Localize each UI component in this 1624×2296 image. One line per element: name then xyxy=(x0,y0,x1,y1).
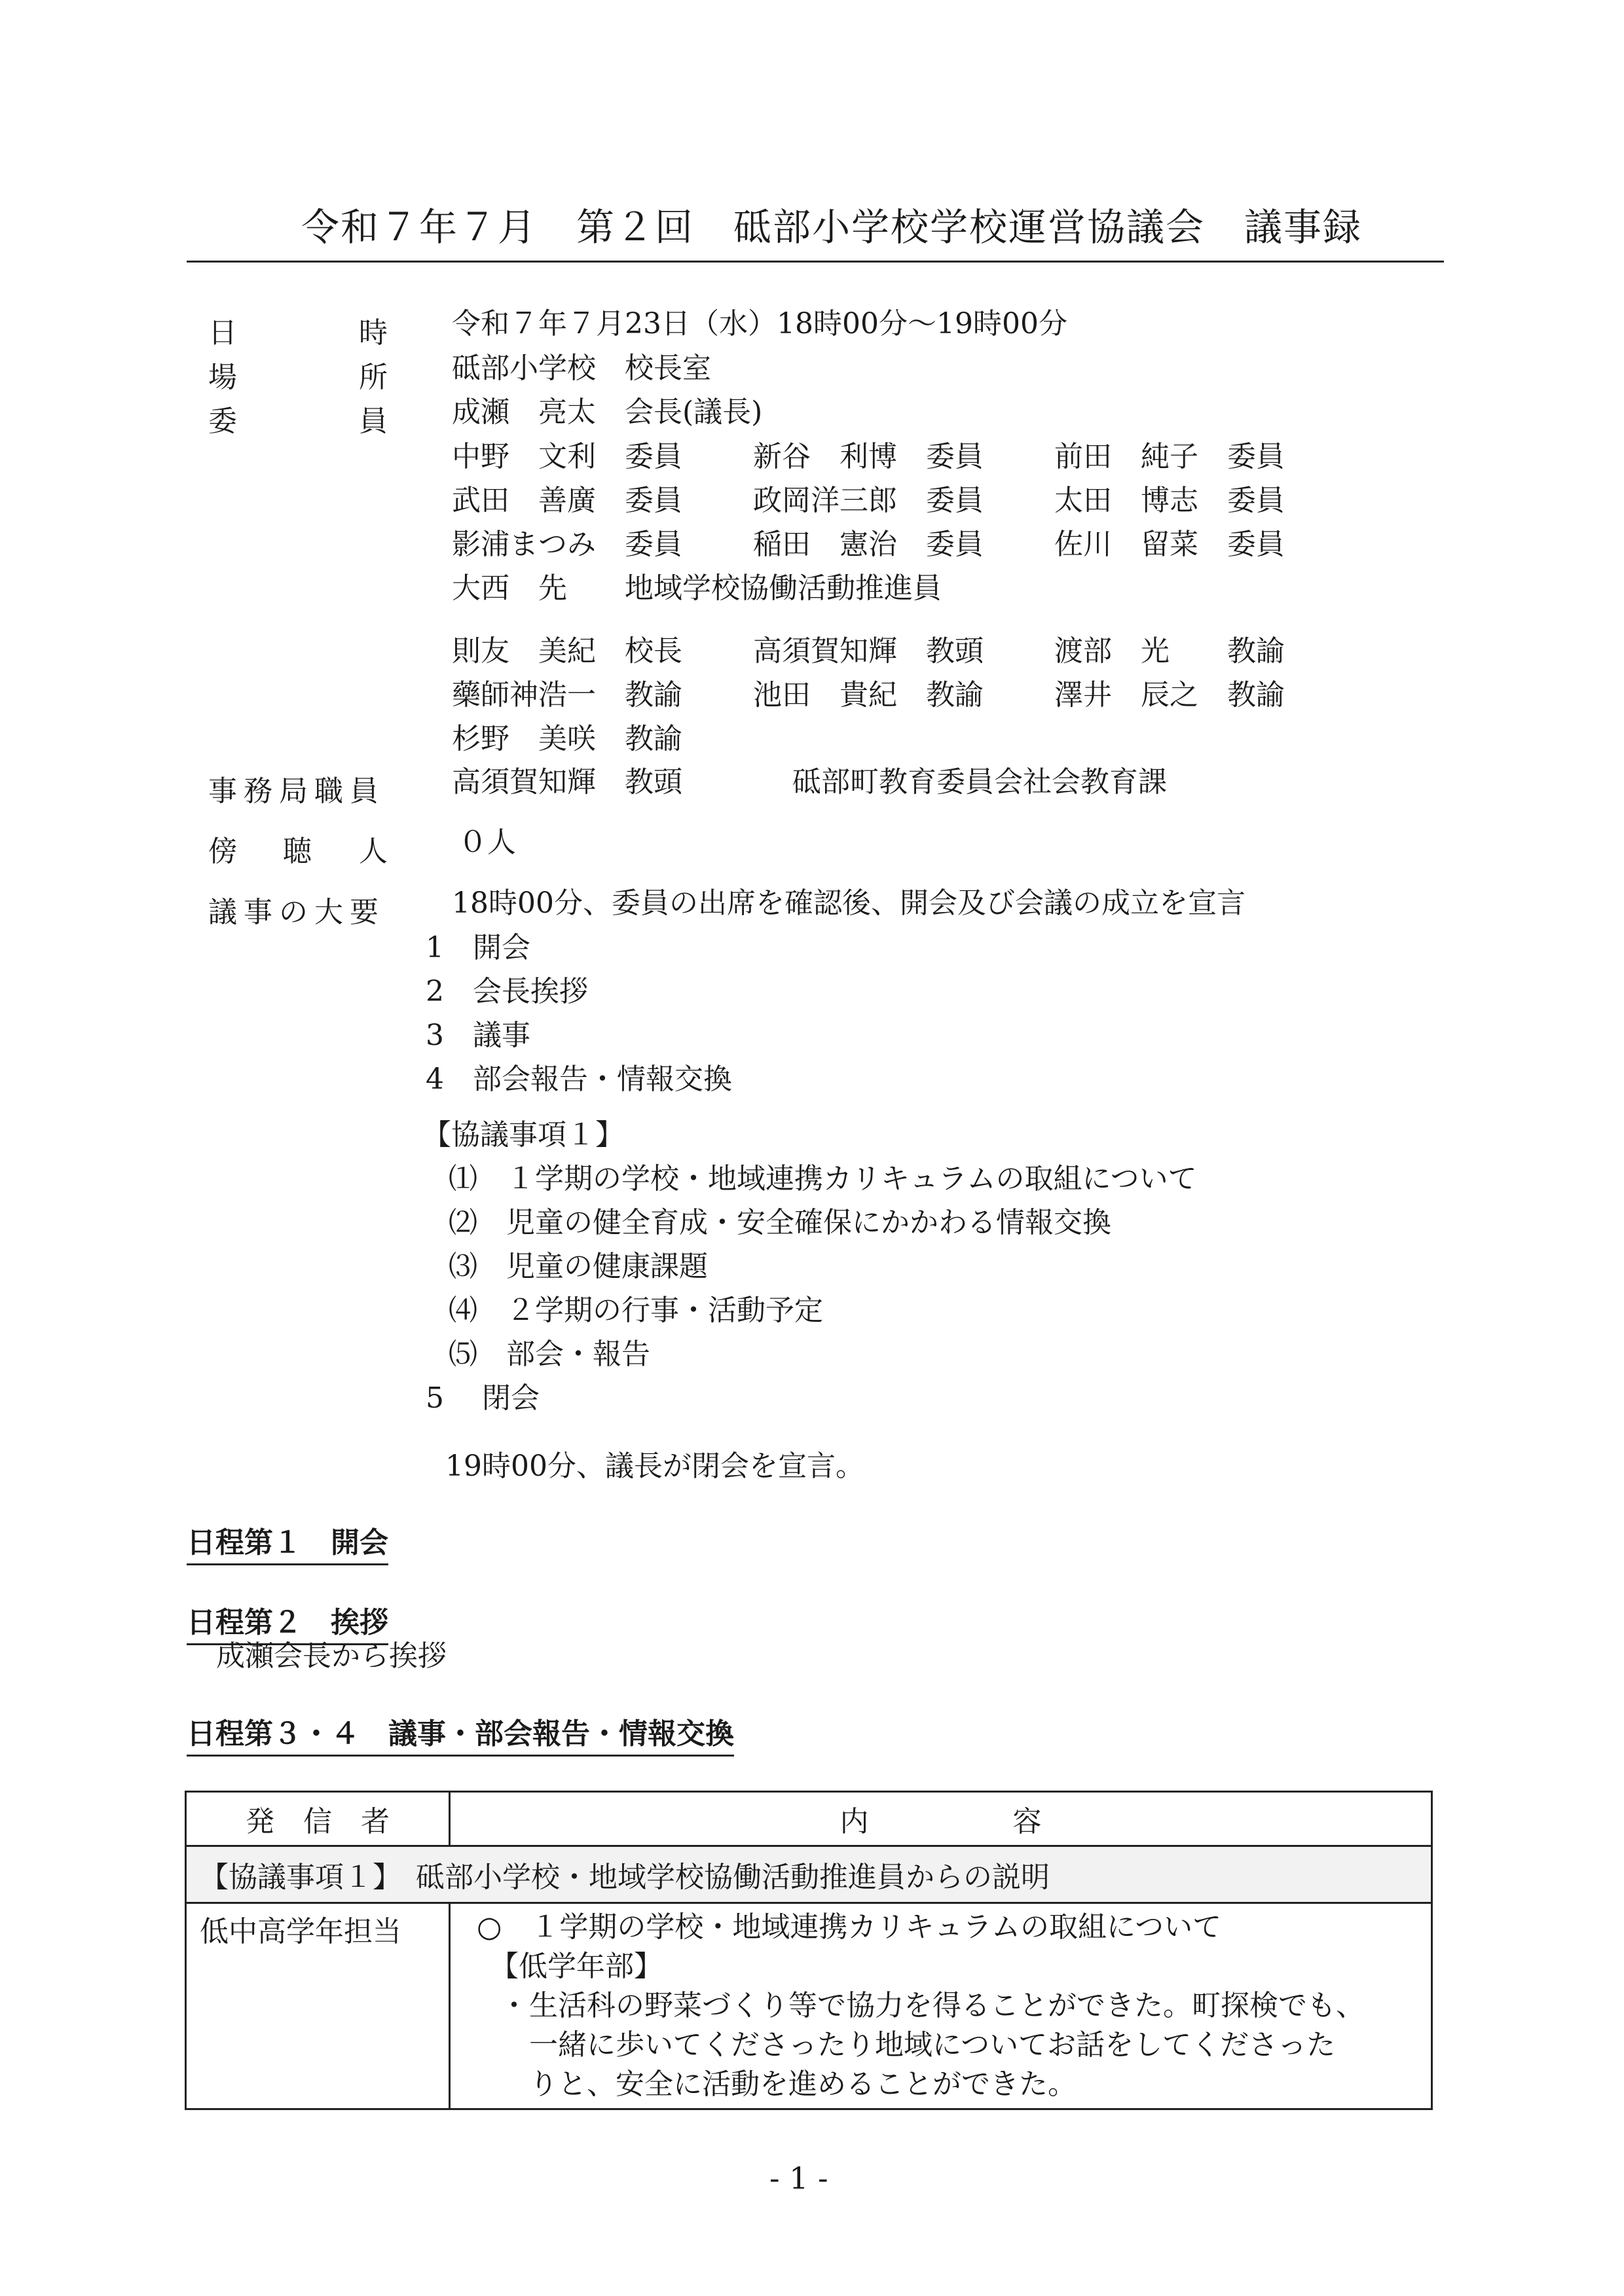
bullet-line: りと、安全に活動を進めることができた。 xyxy=(529,2068,1077,2101)
place-label-2: 所 xyxy=(359,361,388,394)
place-label-1: 場 xyxy=(208,361,237,394)
agenda-item: 4 部会報告・情報交換 xyxy=(426,1063,732,1096)
member: 中野 文利 委員 xyxy=(452,440,682,473)
header-speaker: 発 信 者 xyxy=(186,1792,450,1846)
date-value: 令和７年７月23日（水）18時00分～19時00分 xyxy=(452,307,1067,340)
speaker-cell: 低中高学年担当 xyxy=(186,1903,450,2109)
content-cell xyxy=(450,1903,1432,2109)
bullet-line: 一緒に歩いてくださったり地域についてお話をしてくださった xyxy=(529,2028,1336,2062)
staff-member: 則友 美紀 校長 xyxy=(452,634,682,668)
secretariat-2: 砥部町教育委員会社会教育課 xyxy=(792,765,1167,799)
topic-item: ⑶ 児童の健康課題 xyxy=(449,1250,708,1283)
item-title: ○ １学期の学校・地域連携カリキュラムの取組について xyxy=(477,1910,1222,1944)
member: 新谷 利博 委員 xyxy=(753,440,984,473)
topic-item: ⑸ 部会・報告 xyxy=(449,1338,650,1371)
member: 政岡洋三郎 委員 xyxy=(753,484,984,517)
secretariat-label: 事務局職員 xyxy=(208,774,385,808)
topic-item: ⑵ 児童の健全育成・安全確保にかかわる情報交換 xyxy=(449,1206,1111,1239)
topic-row xyxy=(186,1846,1432,1903)
chair: 成瀬 亮太 会長(議長) xyxy=(452,395,763,429)
date-label-2: 時 xyxy=(359,316,388,350)
topic-item: ⑴ １学期の学校・地域連携カリキュラムの取組について xyxy=(449,1162,1197,1195)
topic-row-text: 【協議事項１】 砥部小学校・地域学校協働活動推進員からの説明 xyxy=(186,1846,1432,1903)
audience-label-3: 人 xyxy=(359,835,388,868)
sub-heading: 【低学年部】 xyxy=(490,1950,663,1983)
audience-value: ０人 xyxy=(458,826,516,859)
section-heading-1: 日程第１ 開会 xyxy=(187,1519,388,1565)
member: 前田 純子 委員 xyxy=(1054,440,1285,473)
staff-member: 澤井 辰之 教諭 xyxy=(1054,678,1285,712)
member: 武田 善廣 委員 xyxy=(452,484,682,517)
topic-heading: 【協議事項１】 xyxy=(422,1118,624,1152)
minutes-table xyxy=(185,1791,1433,2110)
staff-member: 渡部 光 教諭 xyxy=(1054,634,1285,668)
page-number: - 1 - xyxy=(769,2160,828,2196)
header-content: 内 容 xyxy=(450,1792,1432,1846)
bullet-paragraph xyxy=(464,1986,1418,2104)
summary-open: 18時00分、委員の出席を確認後、開会及び会議の成立を宣言 xyxy=(452,886,1246,920)
member: 稲田 憲治 委員 xyxy=(753,528,984,561)
member: 影浦まつみ 委員 xyxy=(452,528,682,561)
title-underline xyxy=(187,261,1444,263)
staff-member: 杉野 美咲 教諭 xyxy=(452,722,682,756)
staff-member: 高須賀知輝 教頭 xyxy=(753,634,984,668)
member: 佐川 留菜 委員 xyxy=(1054,528,1285,561)
audience-label-2: 聴 xyxy=(283,835,312,868)
greeting-text: 成瀬会長から挨拶 xyxy=(216,1639,447,1673)
agenda-item: 2 会長挨拶 xyxy=(426,975,588,1008)
members-label-2: 員 xyxy=(359,405,388,438)
agenda-close: 5 閉会 xyxy=(426,1381,540,1415)
page-title: 令和７年７月 第２回 砥部小学校学校運営協議会 議事録 xyxy=(301,205,1363,249)
secretariat-1: 高須賀知輝 教頭 xyxy=(452,765,682,799)
staff-member: 池田 貴紀 教諭 xyxy=(753,678,984,712)
table-row xyxy=(186,1903,1432,2109)
topic-item: ⑷ ２学期の行事・活動予定 xyxy=(449,1294,823,1327)
bullet-icon: ・ xyxy=(500,1989,528,2022)
agenda-item: 3 議事 xyxy=(426,1019,530,1052)
audience-label-1: 傍 xyxy=(208,835,237,868)
member: 太田 博志 委員 xyxy=(1054,484,1285,517)
members-label-1: 委 xyxy=(208,405,237,438)
agenda-item: 1 開会 xyxy=(426,931,530,964)
staff-member: 藥師神浩一 教諭 xyxy=(452,678,682,712)
bullet-line: 生活科の野菜づくり等で協力を得ることができた。町探検でも、 xyxy=(529,1989,1365,2022)
date-label-1: 日 xyxy=(208,316,237,350)
summary-label: 議事の大要 xyxy=(208,896,385,929)
table-header-row xyxy=(186,1792,1432,1846)
member: 大西 先 地域学校協働活動推進員 xyxy=(452,572,942,605)
place-value: 砥部小学校 校長室 xyxy=(452,352,711,385)
summary-close: 19時00分、議長が閉会を宣言。 xyxy=(445,1449,864,1483)
section-heading-3: 日程第３・４ 議事・部会報告・情報交換 xyxy=(187,1710,734,1757)
section-heading-2: 日程第２ 挨拶 xyxy=(187,1599,388,1645)
